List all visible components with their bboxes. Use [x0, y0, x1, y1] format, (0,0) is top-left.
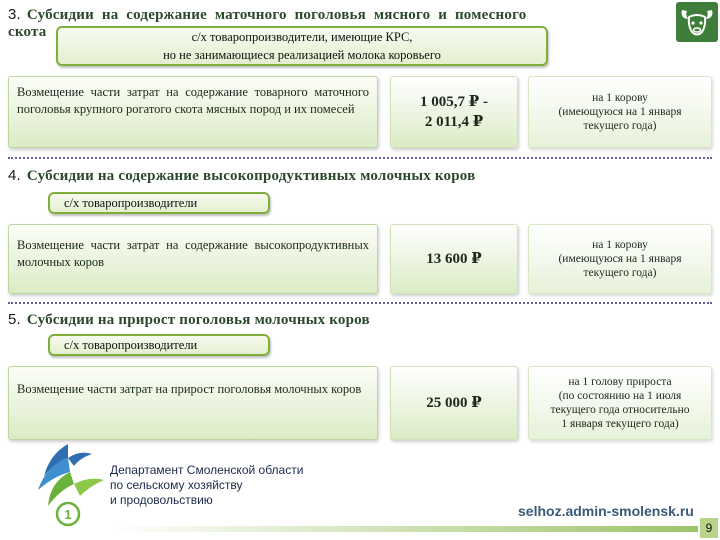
section-4-amount: 13 600 ₽	[390, 224, 518, 294]
page-number: 9	[700, 518, 718, 538]
section-5-note-line4: 1 января текущего года)	[561, 418, 679, 430]
department-name	[110, 463, 303, 508]
section-5-note-line2: (по состоянию на 1 июля	[558, 390, 682, 402]
section-5-row	[8, 366, 712, 440]
section-3-note-line2: (имеющуюся на 1 января	[558, 106, 682, 118]
section-5-amount: 25 000 ₽	[390, 366, 518, 440]
section-4-title-text: Субсидии на содержание высокопродуктивных молочных коров	[26, 168, 476, 184]
section-4-title	[8, 167, 475, 185]
section-3-recipient-line1: с/х товаропроизводители, имеющие КРС,	[191, 30, 413, 44]
section-3-description: Возмещение части затрат на содержание товарного маточного поголовья крупного рогатого скота мясных пород и их помесей	[8, 76, 378, 148]
department-line1: Департамент Смоленской области	[110, 463, 304, 477]
section-3-title	[8, 6, 668, 24]
section-4-note-line2: (имеющуюся на 1 января	[558, 253, 682, 265]
section-4-note-line1: на 1 корову	[592, 239, 648, 251]
svg-text:1: 1	[64, 507, 72, 522]
section-3-note-line3: текущего года)	[583, 120, 657, 132]
divider-1	[8, 157, 712, 159]
section-3-amount-line1: 1 005,7 ₽ -	[420, 94, 488, 110]
section-3-amount-line2: 2 011,4 ₽	[424, 114, 484, 130]
section-4-description: Возмещение части затрат на содержание высокопродуктивных молочных коров	[8, 224, 378, 294]
section-4-note-line3: текущего года)	[583, 267, 657, 279]
department-line2: по сельскому хозяйству	[110, 478, 243, 492]
section-5-note-line3: текущего года относительно	[550, 404, 690, 416]
department-line3: и продовольствию	[110, 493, 213, 507]
section-4-recipient: с/х товаропроизводители	[48, 192, 270, 214]
section-3-recipient	[56, 26, 548, 66]
section-3-amount	[390, 76, 518, 148]
section-3-note	[528, 76, 712, 148]
section-4-note	[528, 224, 712, 294]
section-3-note-line1: на 1 корову	[592, 92, 648, 104]
section-3-title-line2: скота	[8, 24, 47, 40]
section-5-note-line1: на 1 голову прироста	[568, 376, 672, 388]
website-link[interactable]: selhoz.admin-smolensk.ru	[518, 503, 694, 519]
section-5-number: 5.	[8, 311, 21, 328]
divider-2	[8, 302, 712, 304]
bull-head-icon	[676, 2, 718, 42]
section-3-title-line1: Субсидии на содержание маточного поголовья мясного и помесного	[26, 7, 527, 23]
section-5-note	[528, 366, 712, 440]
section-4-number: 4.	[8, 167, 21, 184]
bottom-bar	[110, 526, 698, 532]
section-5-recipient: с/х товаропроизводители	[48, 334, 270, 356]
section-4-row	[8, 224, 712, 294]
section-3-number: 3.	[8, 6, 21, 23]
section-5-title-text: Субсидии на прирост поголовья молочных коров	[26, 312, 370, 328]
section-5-title	[8, 311, 370, 329]
bird-emblem-icon	[28, 440, 108, 536]
section-3-row	[8, 76, 712, 148]
section-3-recipient-line2: но не занимающиеся реализацией молока коровьего	[163, 48, 441, 62]
section-5-description: Возмещение части затрат на прирост поголовья молочных коров	[8, 366, 378, 440]
